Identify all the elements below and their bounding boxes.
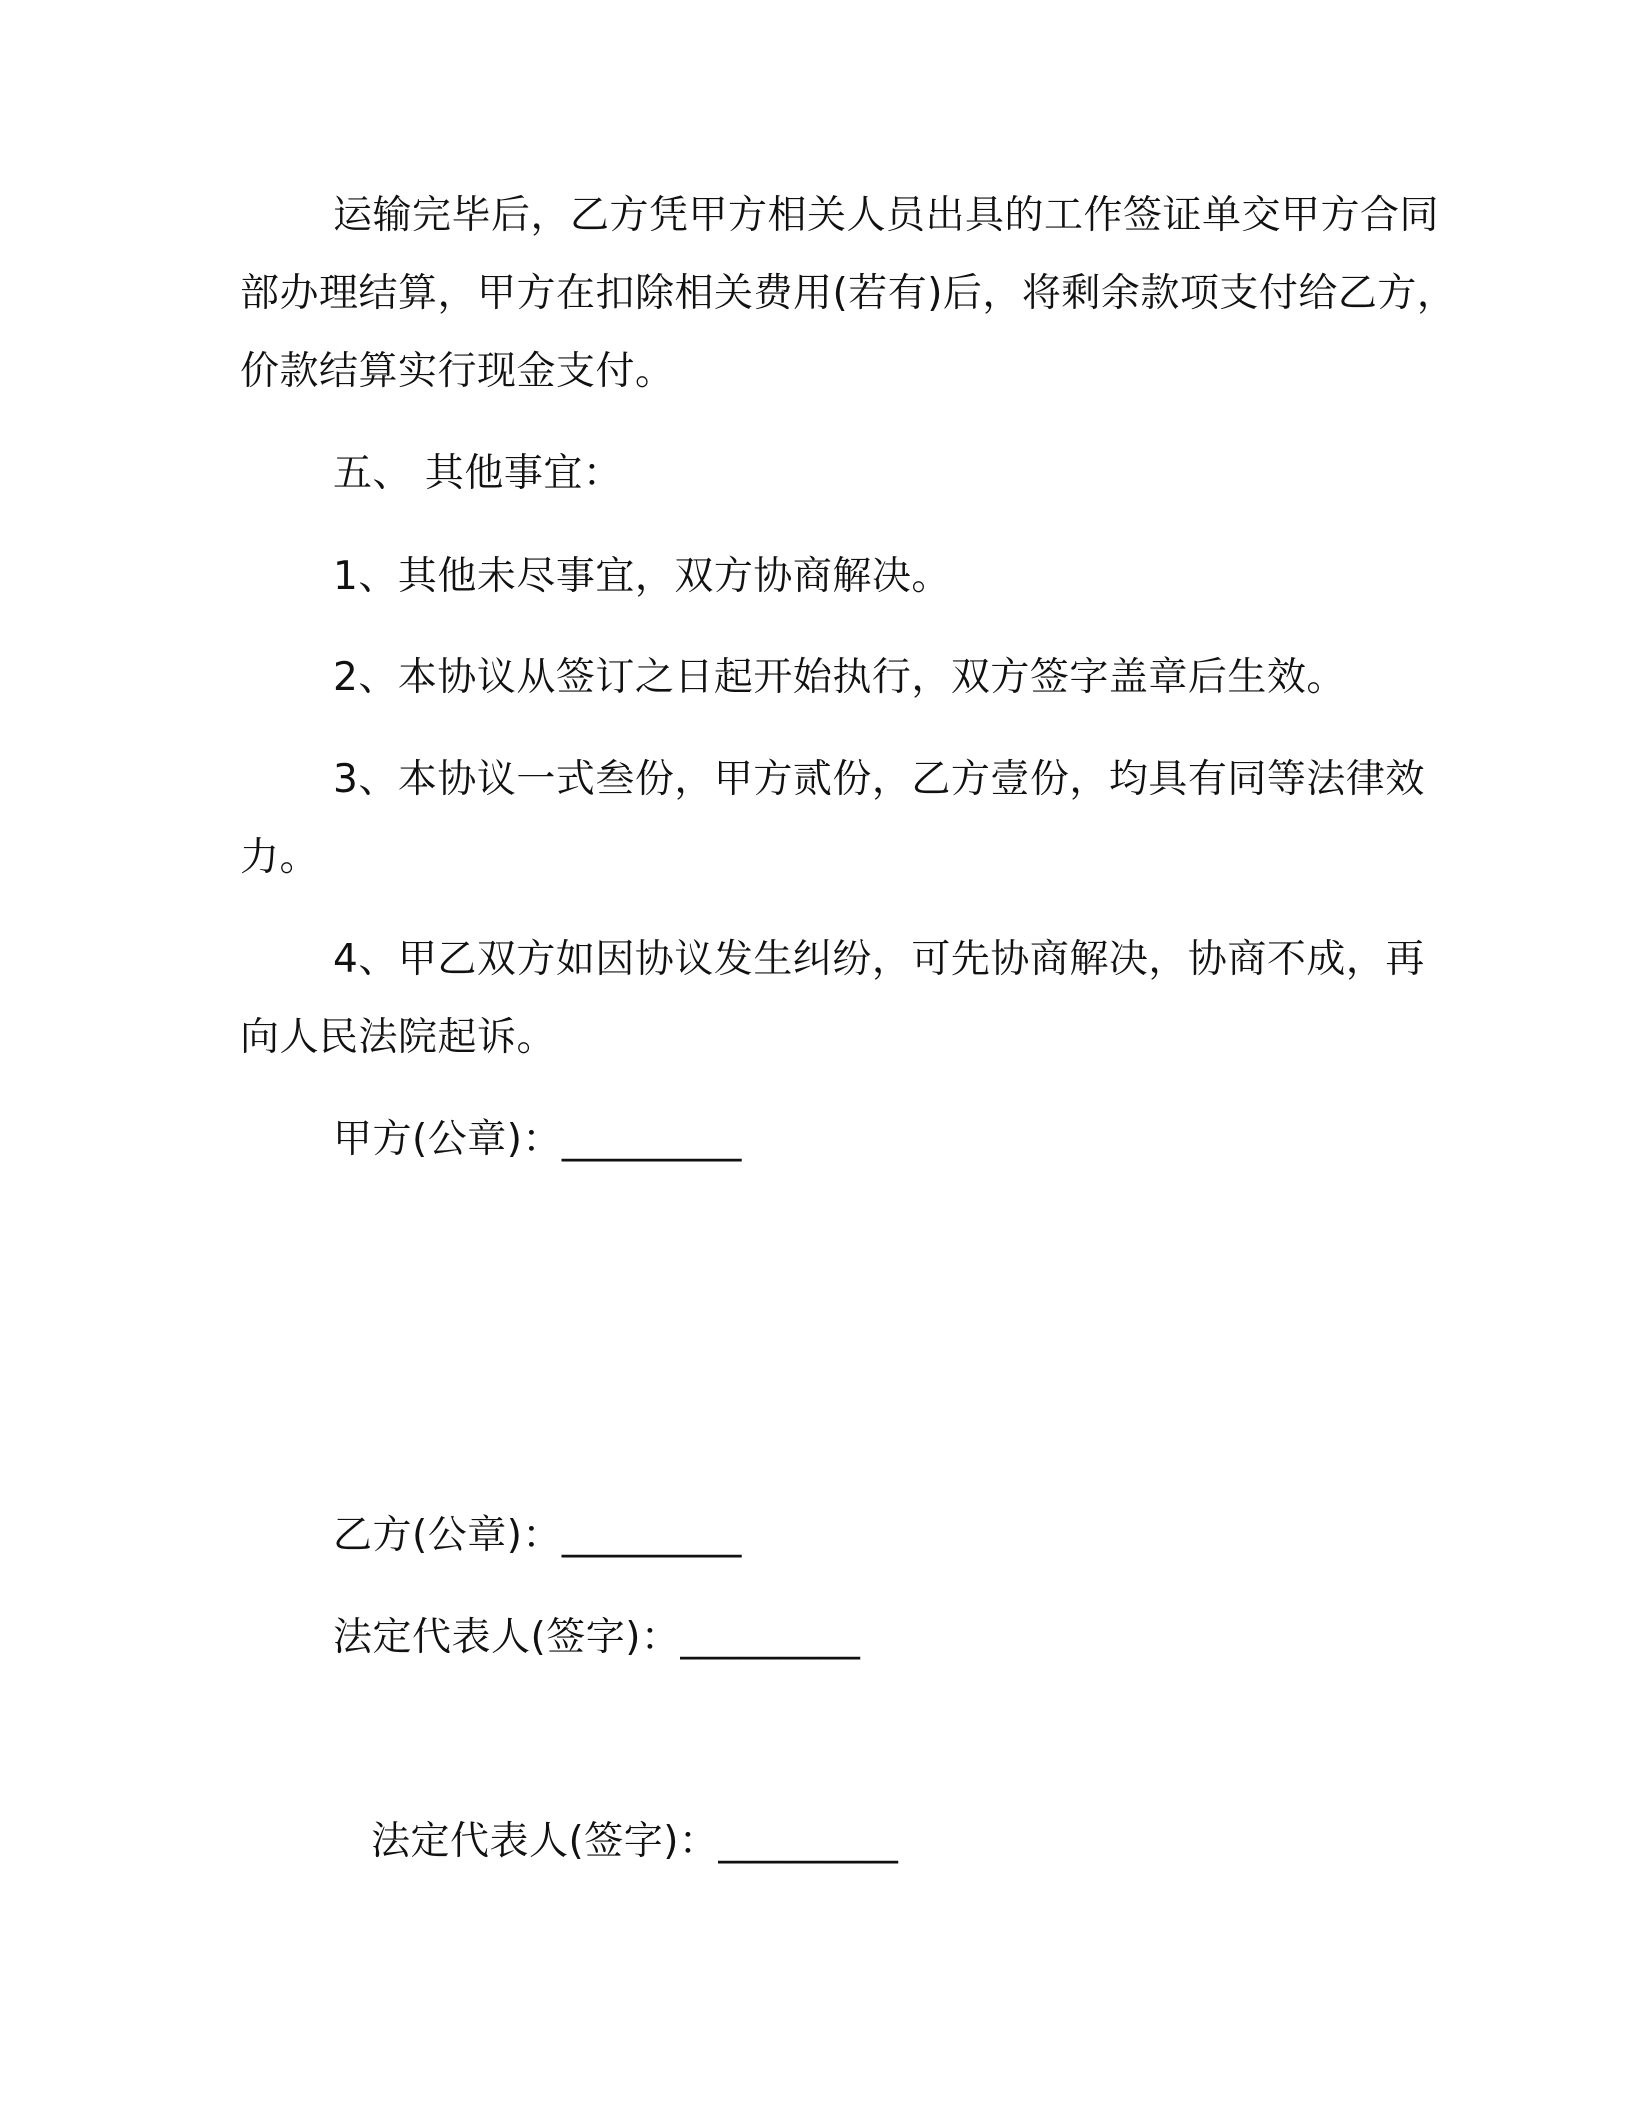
settlement-paragraph-line-3: 价款结算实行现金支付。 — [240, 349, 675, 394]
party-b-seal-field: 乙方(公章)：_________ — [333, 1513, 742, 1558]
party-a-seal-field: 甲方(公章)：_________ — [333, 1117, 742, 1162]
clause-3-line-2: 力。 — [240, 835, 320, 880]
clause-2: 2、本协议从签订之日起开始执行，双方签字盖章后生效。 — [333, 655, 1346, 700]
legal-representative-signature-2: 法定代表人(签字)：_________ — [371, 1819, 899, 1864]
clause-3-line-1: 3、本协议一式叁份，甲方贰份，乙方壹份，均具有同等法律效 — [333, 757, 1425, 802]
settlement-paragraph-line-2: 部办理结算，甲方在扣除相关费用(若有)后，将剩余款项支付给乙方， — [240, 271, 1457, 316]
clause-4-line-2: 向人民法院起诉。 — [240, 1015, 557, 1060]
section-heading-other-matters: 五、 其他事宜： — [333, 451, 623, 496]
clause-1: 1、其他未尽事宜，双方协商解决。 — [333, 554, 951, 599]
settlement-paragraph-line-1: 运输完毕后，乙方凭甲方相关人员出具的工作签证单交甲方合同 — [333, 193, 1440, 238]
clause-4-line-1: 4、甲乙双方如因协议发生纠纷，可先协商解决，协商不成，再 — [333, 937, 1425, 982]
legal-representative-signature-1: 法定代表人(签字)：_________ — [333, 1615, 861, 1660]
